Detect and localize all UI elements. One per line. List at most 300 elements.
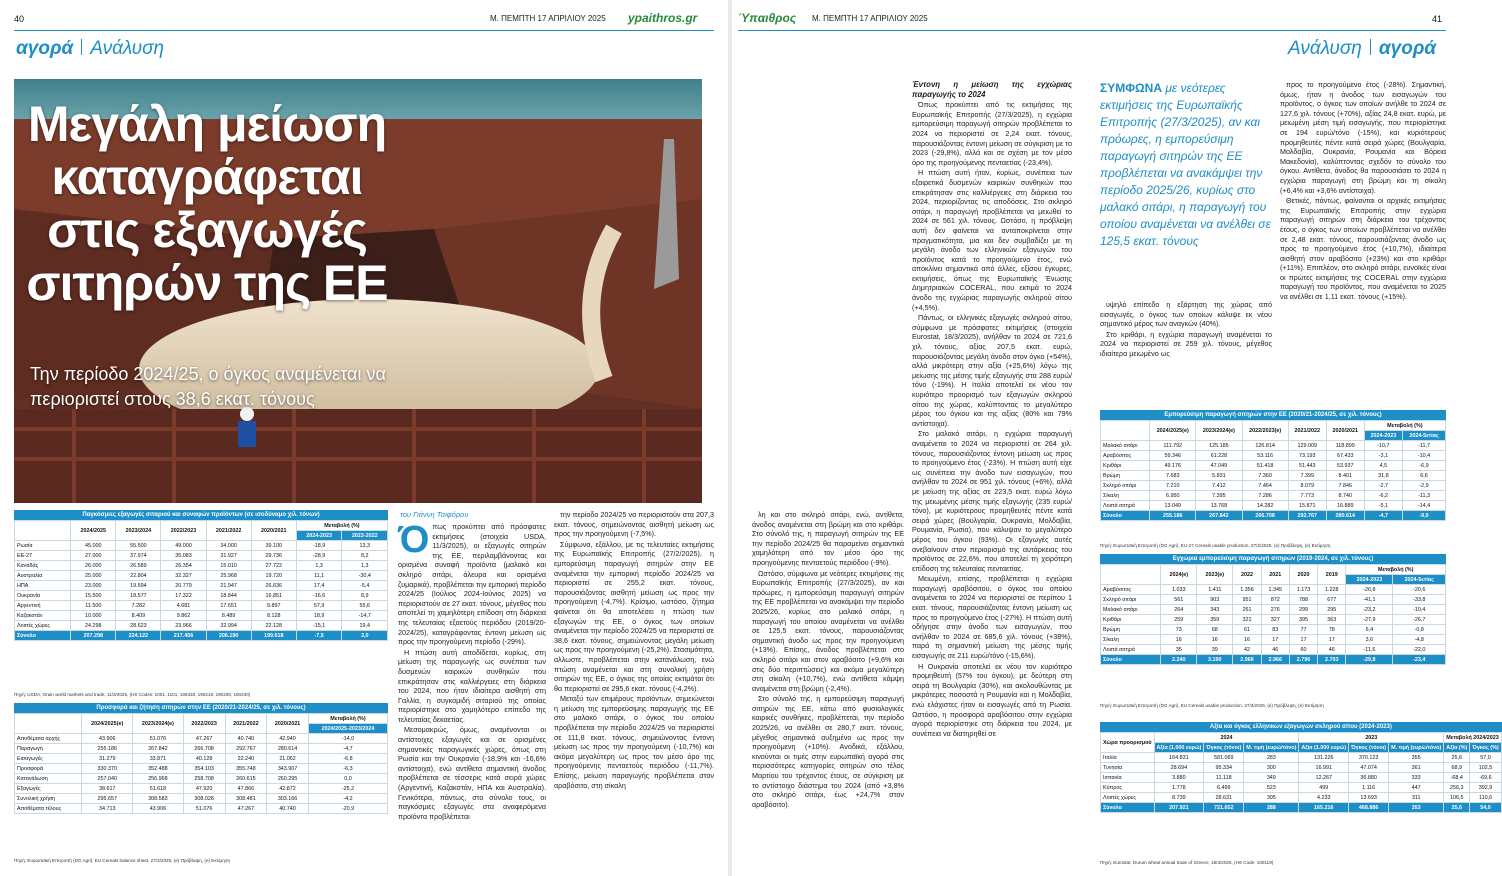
table-cell: -11,6 [1346,645,1393,655]
table-header: 2021/2022 [225,714,267,734]
table-cell: 1.033 [1161,585,1197,595]
table-cell: -33,8 [1393,595,1446,605]
pull-quote-text: με νεότερες εκτιμήσεις της Ευρωπαϊκής Επιτροπής (27/3/2025), αν και πρόωρες, η εμπορεύσιμη παραγωγή σιτηρών της ΕΕ προβλέπεται να ανακάμψει την περίοδο 2025/26, κυρίως στο μαλακό σιτάρι, η παραγωγή του οποίου αναμένεται να ανέλθει σε 125,5 εκατ. τόνους [1100,81,1271,248]
table-row [15,784,388,794]
table-cell: 872 [1261,595,1289,605]
table-cell: 499 [1299,783,1349,793]
table-cell: 8.128 [251,611,296,621]
table-cell: -6,2 [1364,491,1402,501]
table-cell: -2,9 [1403,481,1446,491]
header-rule [14,30,714,31]
table-cell: 24.298 [71,621,116,631]
section-name: αγορά [1378,38,1437,59]
table-cell: 26.589 [116,561,161,571]
table-cell: 129.009 [1288,441,1326,451]
table-body [1101,753,1502,813]
table-cell: 343.907 [267,764,309,774]
row-label: Αυστραλία [15,571,71,581]
table-cell: 354.103 [183,764,225,774]
article-paragraph: Μεσομακρώς, όμως, αναμένονται οι αντίστοιχες εξαγωγές και σε ορισμένες σημαντικές παραγωγικές χώρες, όπως στη Ρωσία και την Ουκρανία (-18,9% και -16,6% αντίστοιχα), ενώ αντίθετα σημαντική άνοδος προβλέπεται σε τέσσερις κατά σειρά χώρες (Αργεντινή, Καζακστάν, ΗΠΑ και Αυστραλία). Γενικότερα, πάντως, στο σύνολο τους, οι παγκόσμιες εξαγωγές στα αναφερόμενα προϊόντα προβλέπεται [398,725,546,821]
table-row [1101,451,1446,461]
table-cell: -7,5 [296,631,342,641]
table-cell: 359 [1197,615,1233,625]
table-cell: 266.708 [1242,511,1288,521]
table-header: 2024(e) [1161,565,1197,585]
table-cell: 7.282 [116,601,161,611]
table-row [1101,763,1502,773]
table-cell: 256,3 [1444,783,1470,793]
article-paragraph: Στο σύνολό της, η εμπορεύσιμη παραγωγή σιτηρών της ΕΕ, κάτω από φυσιολογικές καιρικές συνθήκες, προβλέπεται, την περίοδο 2025/26, να ανέλθει σε 280,7 εκατ. τόνους, μέγεθος σημαντικά αυξημένο ως προς την προηγούμενη (+10%). Ανοδικά, εξάλλου, κινούνται οι τιμές στην ευρωπαϊκή αγορά στις περισσότερες κατηγορίες σιτηρών στο τέλος Μαρτίου του τρέχοντος έτους, σε σύγκριση με το αντίστοιχο διάστημα του 2024 (από +3,8% στο σκληρό σιτάρι, έως +24,7% στον αραβόσιτο). [752,694,904,809]
table-cell: 343 [1197,605,1233,615]
table-cell: 288 [1244,803,1299,813]
table-cell: 57,0 [1470,753,1501,763]
table-cell: 21.062 [267,754,309,764]
row-label: Κύπρος [1101,783,1155,793]
table-cell: 12.267 [1299,773,1349,783]
article-paragraph: Πάντως, οι ελληνικές εξαγωγές σκληρού σίτου, σύμφωνα με πρόσφατες εκτιμήσεις (στοιχεία Eurostat, 18/3/2025), ανήλθαν το 2024 σε 721,6 χιλ. τόνους, αξίας 207,5 εκατ. ευρώ, παρουσιάζοντας μεγάλη άνοδο στον όγκο (+54%), αλλά μικρότερη στην αξία (+25,6%) λόγω της μείωσης της μέσης τιμής εξαγωγής στα 288 ευρώ/τόνο (-19%). Η Ιταλία αποτελεί εκ νέου τον κυριότερο προορισμό των εξαγωγών σκληρού σίτου της χώρας, καλύπτοντας το μεγαλύτερο μέρος του όγκου και της αξίας (80% και 79% αντίστοιχα). [912,313,1072,428]
table-cell: 51.076 [183,804,225,814]
table-cell: 17 [1261,635,1289,645]
article-paragraph: Θετικές, πάντως, φαίνονται οι αρχικές εκτιμήσεις της Ευρωπαϊκής Επιτροπής στην εγχώρια παραγωγή σιτηρών στη διάρκεια του τρέχοντος έτους, ο όγκος των οποίων προβλέπεται να ανέλθει σε 2,48 εκατ. τόνους, παρουσιάζοντας άνοδο ως προς το προηγούμενο έτος (+10,7%), ιδιαίτερα αισθητή στον αραβόσιτο (+23%) και στο κριθάρι (+11%). Επιπλέον, στο σκληρό σιτάρι, ευνοϊκές είναι οι πρώτες εκτιμήσεις της COCERAL στην εγχώρια παραγωγή του προϊόντος, που αναμένεται το 2025 να ανέλθει σε 1,11 εκατ. τόνους (+15%). [1280,196,1446,302]
table-cell: 447 [1389,783,1444,793]
table-cell: 6.950 [1150,491,1196,501]
table-cell: 36.880 [1349,773,1389,783]
table-cell: 49.000 [161,541,206,551]
table-cell: 17.651 [206,601,251,611]
table-cell: -23,2 [1346,605,1393,615]
table-cell: 77 [1289,625,1317,635]
table-cell: 45.000 [71,541,116,551]
row-label: Κριθάρι [1101,461,1150,471]
table-cell: -6,8 [308,754,387,764]
table-cell: 261 [1233,605,1261,615]
table-cell: 7.846 [1326,481,1364,491]
table-cell: 17,4 [296,581,342,591]
table-header [15,714,82,734]
table-cell: 903 [1197,595,1233,605]
table-cell: 31.927 [206,551,251,561]
row-label: Συνολική χρήση [15,794,82,804]
table-cell: 224.122 [116,631,161,641]
eu-supply-demand-table [14,703,388,814]
table-cell: 27.000 [71,551,116,561]
table-row [1101,471,1446,481]
table-cell: 7.412 [1196,481,1242,491]
table-cell: 28.623 [116,621,161,631]
table-cell: 327 [1261,615,1289,625]
table-cell: 2.966 [1233,655,1261,665]
table-header: 2021/2022 [206,521,251,541]
row-label: Σίκαλη [1101,491,1150,501]
table-subheader: Όγκος (τόνοι) [1349,743,1389,753]
table-row [15,774,388,784]
table-total-row [1101,803,1502,813]
table-cell: 292.767 [225,744,267,754]
table-source: Πηγή: Ευρωπαϊκή Επιτροπή (DG Agri), EU Cereals balance sheet, 27/2/2025, (e) Πρόβλεψη, (e) Εκτίμηση [14,858,231,863]
table-cell: 131.226 [1299,753,1349,763]
table-caption: Εμπορεύσιμη παραγωγή σιτηρών στην ΕΕ (2020/21-2024/25, σε χιλ. τόνους) [1100,410,1446,420]
table-cell: 370.123 [1349,753,1389,763]
table-cell: 10.000 [71,611,116,621]
article-paragraph: Η πτώση αυτή αποδίδεται, κυρίως, στη μείωση της παραγωγής ως συνέπεια των δυσμενών καιρικών συνθηκών που επικράτησαν στις καλλιέργειες στη διάρκεια του 2024, που ήταν ιδιαίτερα αισθητή στη Γαλλία, η συγκομιδή σιταριού της οποίας περιορίστηκε στο χαμηλότερο επίπεδο της τελευταίας δεκαετίας. [398,647,546,724]
table-cell: 7.464 [1242,481,1288,491]
table-cell: 13.693 [1349,793,1389,803]
table-cell: 2.796 [1289,655,1317,665]
table-cell: 392,9 [1470,783,1501,793]
table-cell: 22.240 [225,754,267,764]
section-name: αγορά [16,38,74,59]
row-label: Σκληρό σιτάρι [1101,595,1161,605]
table-cell: -20,9 [308,804,387,814]
table-subheader: 2024-2023 [1364,431,1402,441]
row-label: Σκληρό σιτάρι [1101,481,1150,491]
table-cell: -26,8 [1346,585,1393,595]
table-cell: 54,0 [1470,803,1501,813]
table-subheader: 2024-5ετίας [1393,575,1446,585]
table-cell: 78 [1318,625,1346,635]
table-row [1101,625,1446,635]
table-cell: -15,1 [296,621,342,631]
row-label: Λοιπές χώρες [1101,793,1155,803]
table-cell: 49.176 [1150,461,1196,471]
table-cell: 51.618 [133,784,184,794]
table-cell: 35 [1161,645,1197,655]
table-source: Πηγή: USDA, Grain world markets and trade, 11/3/2025, (HS Codes: 1001, 1101, 190430, 190219, 190230, 190240) [14,692,251,697]
row-label: Ουκρανία [15,591,71,601]
table-subheader: Αξία (1.000 ευρώ) [1299,743,1349,753]
table-cell: 8.079 [1288,481,1326,491]
table-cell: -3,1 [1364,451,1402,461]
table-cell: -14,4 [1403,501,1446,511]
table-cell: 206.190 [206,631,251,641]
table-cell: 26.000 [71,561,116,571]
table-cell: 26.354 [161,561,206,571]
table-cell: 11.118 [1204,773,1244,783]
table-cell: 17 [1289,635,1317,645]
table-cell: 27.722 [251,561,296,571]
table-header: Μεταβολή (%) [296,521,387,531]
table-row [15,561,388,571]
table-cell: 25.968 [206,571,251,581]
table-cell: 9.862 [161,611,206,621]
table-cell: 51.418 [1242,461,1288,471]
table-cell: 16 [1197,635,1233,645]
article-column-5 [1100,300,1272,396]
table-cell: 13,3 [342,541,388,551]
table-cell: 9.897 [251,601,296,611]
table-caption: Παγκόσμιες εξαγωγές σιταριού και συναφών προϊόντων (σε ισοδύναμο χιλ. τόνων) [14,510,388,520]
subsection-name: Ανάλυση [90,38,165,59]
table-cell: 67.433 [1326,451,1364,461]
table-cell: 46 [1261,645,1289,655]
table-cell: 33.871 [133,754,184,764]
table-cell: 31.279 [82,754,133,764]
article-paragraph: Η Ουκρανία αποτελεί εκ νέου τον κυριότερο προμηθευτή (57% του όγκου), με δεύτερη στη σειρά τη Βουλγαρία (30%), και ακολουθώντας με μικρότερες ποσοστά η Ρουμανία και η Μολδαβία, ενώ ελάχιστες ήταν οι εισαγωγές από τη Ρωσία. Ωστόσο, η προσφορά αραβόσιτου στην εγχώρια αγορά περιορίστηκε στη διάρκεια του 2024, με συνέπεια να διατηρηθεί σε [912,661,1072,738]
table-cell: 19.720 [251,571,296,581]
table-row [15,611,388,621]
table-cell: 217.456 [161,631,206,641]
table-cell: 47.267 [183,734,225,744]
table-cell: 267.842 [133,744,184,754]
table-cell: 255.186 [1150,511,1196,521]
table-row [15,571,388,581]
table-row [15,581,388,591]
table-cell: 255.186 [82,744,133,754]
table-row [1101,461,1446,471]
table-cell: 292.767 [1288,511,1326,521]
article-column-4 [912,80,1072,870]
pull-quote [1100,80,1272,250]
article-paragraph: προς το προηγούμενο έτος (-28%). Σημαντική, όμως, ήταν η άνοδος των εισαγωγών του προϊόντος, ο όγκος των οποίων ανήλθε το 2024 σε 127,6 χιλ. τόνους (+70%), αξίας 24,8 εκατ. ευρώ, με μειωμένη μέση τιμή εισαγωγής, που περιορίστηκε σε 194 ευρώ/τόνο (-15%), και κυριότερους προμηθευτές πέντε κατά σειρά χώρες (Βουλγαρία, Μολδαβία, Ουκρανία, Ρουμανία και Βόρεια Μακεδονία), καλύπτοντας σχεδόν το σύνολο του όγκου. Αντίθετα, άνοδος θα παρουσιάσει το 2024 η εγχώρια παραγωγή στη βρώμη και τη σίκαλη (+6,4% και +3,6% αντίστοιχα). [1280,80,1446,195]
table-cell: 264 [1161,605,1197,615]
table-header: 2022/2023(e) [1242,421,1288,441]
table-cell: 126.814 [1242,441,1288,451]
row-label: Ιταλία [1101,753,1155,763]
table-cell: 22.128 [251,621,296,631]
table-cell: 18.577 [116,591,161,601]
table-cell: 110,6 [1470,793,1501,803]
table-cell: -22,0 [1393,645,1446,655]
section-label [1288,38,1436,60]
table-cell: 8.401 [1326,471,1364,481]
table-cell: 951 [1233,595,1261,605]
table-cell: 51.443 [1288,461,1326,471]
table-cell: 16 [1161,635,1197,645]
table-cell: 31,8 [1364,471,1402,481]
table-cell: -10,4 [1393,605,1446,615]
table-cell: -23,4 [1393,655,1446,665]
table-cell: 165.216 [1299,803,1349,813]
article-text: πως προκύπτει από πρόσφατες εκτιμήσεις (στοιχεία USDA, 11/3/2025), οι εξαγωγές σιτηρών της ΕΕ, περιλαμβάνοντας και ορισμένα συναφή προϊόντα (μαλακό και σκληρό σιτάρι, άλευρα και ορισμένα ζυμαρικά), προβλέπεται την εμπορική περίοδο 2024/25 (Ιούλιος 2024-Ιούνιος 2025) να περιοριστούν σε 27 εκατ. τόνους, μέγεθος που αποτελεί τη χαμηλότερη επίδοση στη διάρκεια της τελευταίας εξαετούς περιόδου (2019/20-2024/25), καταγράφοντας έντονη μείωση ως προς την προηγούμενη περίοδο (-29%). [398,522,546,647]
table-header: 2023 [1299,733,1444,743]
table-cell: 15.010 [206,561,251,571]
table-cell: -25,2 [308,784,387,794]
table-cell: 43.906 [133,804,184,814]
table-subheader: Μ. τιμή (ευρώ/τόνο) [1389,743,1444,753]
table-cell: 3.880 [1154,773,1204,783]
table-cell: 13.049 [1150,501,1196,511]
world-exports-table [14,510,388,641]
table-cell: 256.968 [133,774,184,784]
table-subheader: Αξία (%) [1444,743,1470,753]
table-row [1101,773,1502,783]
table-cell: -4,7 [1364,511,1402,521]
row-label: Μαλακό σιτάρι [1101,441,1150,451]
table-cell: 1.173 [1289,585,1317,595]
row-label: ΗΠΑ [15,581,71,591]
byline: του Γιάννη Τσιφόρου [400,510,469,519]
row-label: Τυνησία [1101,763,1155,773]
table-cell: 8.489 [206,611,251,621]
row-label: Βρώμη [1101,625,1161,635]
table-cell: -5,1 [1364,501,1402,511]
table-row [15,744,388,754]
table-cell: 55.500 [116,541,161,551]
table-cell: 308.583 [133,794,184,804]
standfirst: Την περίοδο 2024/25, ο όγκος αναμένεται να περιοριστεί στους 38,6 εκατ. τόνους [30,364,386,409]
table-cell: 20.779 [161,581,206,591]
table-cell: 280.614 [1326,511,1364,521]
table-row [15,601,388,611]
table-cell: 15.500 [71,591,116,601]
table-cell: 7.360 [1242,471,1288,481]
table-cell: 300 [1244,763,1299,773]
table-cell: 283 [1244,753,1299,763]
brand-logo: ypaithros.gr [628,11,698,25]
table-header: 2020/2021 [267,714,309,734]
table-header: Μεταβολή 2024/2023 [1444,733,1501,743]
table-cell: 267.842 [1196,511,1242,521]
table-header: 2021 [1261,565,1289,585]
table-cell: 352.488 [133,764,184,774]
table-cell: 102,5 [1470,763,1501,773]
table-cell: -0,8 [1393,625,1446,635]
table-cell: -4,7 [308,744,387,754]
table-cell: 11.500 [71,601,116,611]
table-cell: 42.940 [267,734,309,744]
table-body [1101,585,1446,665]
section-divider [81,39,82,55]
table-cell: 51.076 [133,734,184,744]
table-header: 2024 [1154,733,1299,743]
table-cell: -27,9 [1346,615,1393,625]
table-cell: 1.356 [1233,585,1261,595]
table-cell: -11,7 [1403,441,1446,451]
table-cell: 3.190 [1197,655,1233,665]
table-cell: -26,7 [1393,615,1446,625]
table-cell: 3,6 [1346,635,1393,645]
table-total-row [15,631,388,641]
row-label: Καζακστάν [15,611,71,621]
table-cell: -6,3 [308,764,387,774]
table-cell: 19.594 [116,581,161,591]
table-subheader: Μ. τιμή (ευρώ/τόνο) [1244,743,1299,753]
table-cell: 207.921 [1154,803,1204,813]
article-subheading: Έντονη η μείωση της εγχώριας παραγωγής το 2024 [912,80,1072,99]
table-row [1101,441,1446,451]
table-cell: -18,9 [296,541,342,551]
table-cell: 5.831 [1196,471,1242,481]
table-cell: 353 [1389,803,1444,813]
row-label: Παραγωγή [15,744,82,754]
table-cell: 561 [1161,595,1197,605]
table-cell: -4,8 [1393,635,1446,645]
table-cell: 258.708 [183,774,225,784]
table-cell: 581.069 [1204,753,1244,763]
table-cell: 16.889 [1326,501,1364,511]
table-cell: 1.116 [1349,783,1389,793]
brand-logo: Ύπαιθρος [738,11,797,25]
table-cell: 677 [1318,595,1346,605]
table-cell: 16.851 [251,591,296,601]
table-cell: -30,4 [342,571,388,581]
table-cell: 73 [1161,625,1197,635]
table-cell: 11,1 [296,571,342,581]
table-cell: 8,9 [342,591,388,601]
table-header: 2023/2024(e) [133,714,184,734]
article-paragraph: Όπως προκύπτει από τις εκτιμήσεις της Ευρωπαϊκής Επιτροπής (27/3/2025), η εγχώρια εμπορεύσιμη παραγωγή σιτηρών προβλέπεται το 2024 να περιοριστεί σε 2,24 εκατ. τόνους, παρουσιάζοντας έντονη μείωση σε σύγκριση με το 2023 (-29,8%), αλλά και σε σχέση με τον μέσο όρο της προηγούμενης πενταετίας (-23,4%). [912,100,1072,167]
table-cell: 32.327 [161,571,206,581]
table-cell: 61.228 [1196,451,1242,461]
table-cell: 2.966 [1261,655,1289,665]
table-header: 2023/2024(e) [1196,421,1242,441]
table-source: Πηγή: Ευρωπαϊκή Επιτροπή (DG Agri), EU-27 Cereals usable production, 27/2/2025, (e) Πρόβλεψη, (e) Εκτίμηση [1100,543,1331,548]
table-row [15,794,388,804]
table-total-row [1101,511,1446,521]
table-caption: Αξία και όγκος ελληνικών εξαγωγών σκληρού σίτου (2024-2023) [1100,722,1502,732]
table-cell: -6,9 [1403,461,1446,471]
table-cell: 17 [1318,635,1346,645]
table-cell: 111.792 [1150,441,1196,451]
table-header [1101,421,1150,441]
table-header: 2021/2022 [1288,421,1326,441]
table-header: 2023/2024 [116,521,161,541]
table-cell: 4,5 [1364,461,1402,471]
table-row [1101,793,1502,803]
table-cell: 23.966 [161,621,206,631]
table-cell: 39.100 [251,541,296,551]
table-row [1101,605,1446,615]
table-cell: 68 [1197,625,1233,635]
table-row [1101,635,1446,645]
table-row [15,764,388,774]
table-cell: 3,0 [342,631,388,641]
table-cell: 361 [1389,763,1444,773]
row-label: Σύνολο [1101,803,1155,813]
table-body [15,734,388,814]
row-label: Λοιπά σιτηρά [1101,501,1150,511]
table-cell: 1,3 [296,561,342,571]
table-subheader: 2024-2023 [296,531,342,541]
table-cell: 13.768 [1196,501,1242,511]
table-row [1101,595,1446,605]
table-cell: 25.000 [71,571,116,581]
table-subheader: Όγκος (%) [1470,743,1501,753]
table-cell: 788 [1289,595,1317,605]
table-cell: 39 [1197,645,1233,655]
table-cell: 25,6 [1444,753,1470,763]
table-cell: 34.713 [82,804,133,814]
table-cell: -14,0 [308,734,387,744]
left-page [0,0,728,876]
table-cell: 468.886 [1349,803,1389,813]
table-cell: -2,7 [1364,481,1402,491]
section-label [16,38,164,60]
table-cell: 308.028 [183,794,225,804]
table-cell: 22.804 [116,571,161,581]
table-cell: 207.298 [71,631,116,641]
table-cell: -16,6 [296,591,342,601]
table-cell: 164.831 [1154,753,1204,763]
table-cell: 266.708 [183,744,225,754]
table-header: Μεταβολή (%) [1346,565,1446,575]
table-cell: 7.683 [1150,471,1196,481]
table-header: 2022/2023 [183,714,225,734]
table-total-row [1101,655,1446,665]
table-cell: 15.871 [1288,501,1326,511]
table-cell: 308.481 [225,794,267,804]
table-cell: 57,9 [296,601,342,611]
table-cell: 59.346 [1150,451,1196,461]
table-cell: -14,7 [342,611,388,621]
table-cell: 73.193 [1288,451,1326,461]
table-header: Χώρα προορισμού [1101,733,1155,753]
row-label: Αποθέματα τέλους [15,804,82,814]
pull-quote-lead: ΣΥΜΦΩΝΑ [1100,81,1163,95]
table-cell: 311 [1389,793,1444,803]
table-header: Μεταβολή (%) [308,714,387,724]
table-row [15,804,388,814]
